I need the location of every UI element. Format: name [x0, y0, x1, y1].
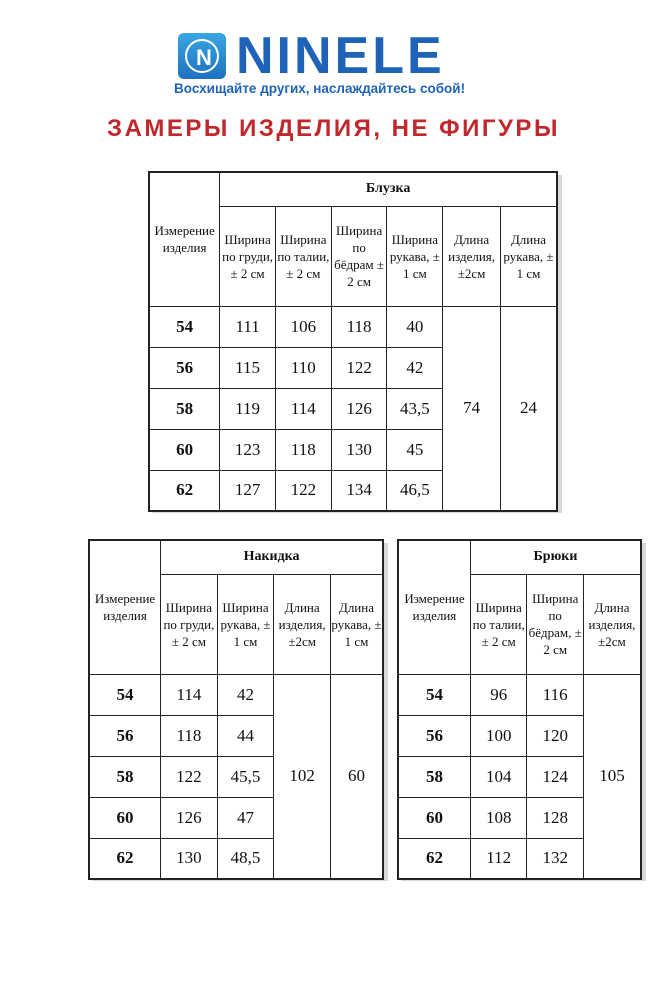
table-row: 56 118 44 [89, 715, 383, 756]
table-row: 62 130 48,5 [89, 838, 383, 879]
cape-length: 102 [274, 674, 331, 879]
table-row: 58 122 45,5 [89, 756, 383, 797]
pants-size-table [397, 539, 642, 880]
table-row: 54 114 42 102 60 [89, 674, 383, 715]
size-column-header: Измерение изделия [398, 540, 470, 674]
size-column-header: Измерение изделия [89, 540, 161, 674]
blouse-size-table [148, 171, 558, 512]
header-chest: Ширина по груди, ± 2 см [220, 206, 276, 306]
cape-sleeve-length: 60 [330, 674, 383, 879]
header-length: Длина изделия, ±2см [274, 574, 331, 674]
table-row: 54 111 106 118 40 74 24 [149, 306, 557, 347]
table-row: 56 115 110 122 42 [149, 347, 557, 388]
blouse-sleeve-length: 24 [500, 306, 557, 511]
header-chest: Ширина по груди, ± 2 см [161, 574, 218, 674]
blouse-length: 74 [443, 306, 501, 511]
blouse-title: Блузка [220, 172, 557, 206]
pants-length: 105 [583, 674, 641, 879]
table-row: 58 119 114 126 43,5 [149, 388, 557, 429]
brand-tagline: Восхищайте других, наслаждайтесь собой! [174, 81, 466, 96]
header-sleeve-width: Ширина рукава, ± 1 см [217, 574, 274, 674]
table-row: 60 126 47 [89, 797, 383, 838]
header-hips: Ширина по бёдрам ± 2 см [331, 206, 387, 306]
table-row: 60 123 118 130 45 [149, 429, 557, 470]
header-length: Длина изделия, ±2см [443, 206, 501, 306]
size-column-header: Измерение изделия [149, 172, 220, 306]
header-sleeve-width: Ширина рукава, ± 1 см [387, 206, 443, 306]
page-headline: ЗАМЕРЫ ИЗДЕЛИЯ, НЕ ФИГУРЫ [107, 115, 560, 142]
brand-header [0, 0, 667, 110]
cape-size-table [88, 539, 384, 880]
header-waist: Ширина по талии, ± 2 см [470, 574, 527, 674]
ninele-logo-icon: N [178, 33, 226, 79]
header-length: Длина изделия, ±2см [583, 574, 641, 674]
table-row: 54 96 116 105 [398, 674, 641, 715]
header-waist: Ширина по талии, ± 2 см [275, 206, 331, 306]
pants-title: Брюки [470, 540, 641, 574]
header-hips: Ширина по бёдрам, ± 2 см [527, 574, 584, 674]
table-row: 60 108 128 [398, 797, 641, 838]
table-row: 56 100 120 [398, 715, 641, 756]
header-sleeve-length: Длина рукава, ± 1 см [500, 206, 557, 306]
brand-name: NINELE [236, 27, 445, 85]
header-sleeve-length: Длина рукава, ± 1 см [330, 574, 383, 674]
cape-title: Накидка [161, 540, 383, 574]
table-row: 62 127 122 134 46,5 [149, 470, 557, 511]
table-row: 58 104 124 [398, 756, 641, 797]
table-row: 62 112 132 [398, 838, 641, 879]
